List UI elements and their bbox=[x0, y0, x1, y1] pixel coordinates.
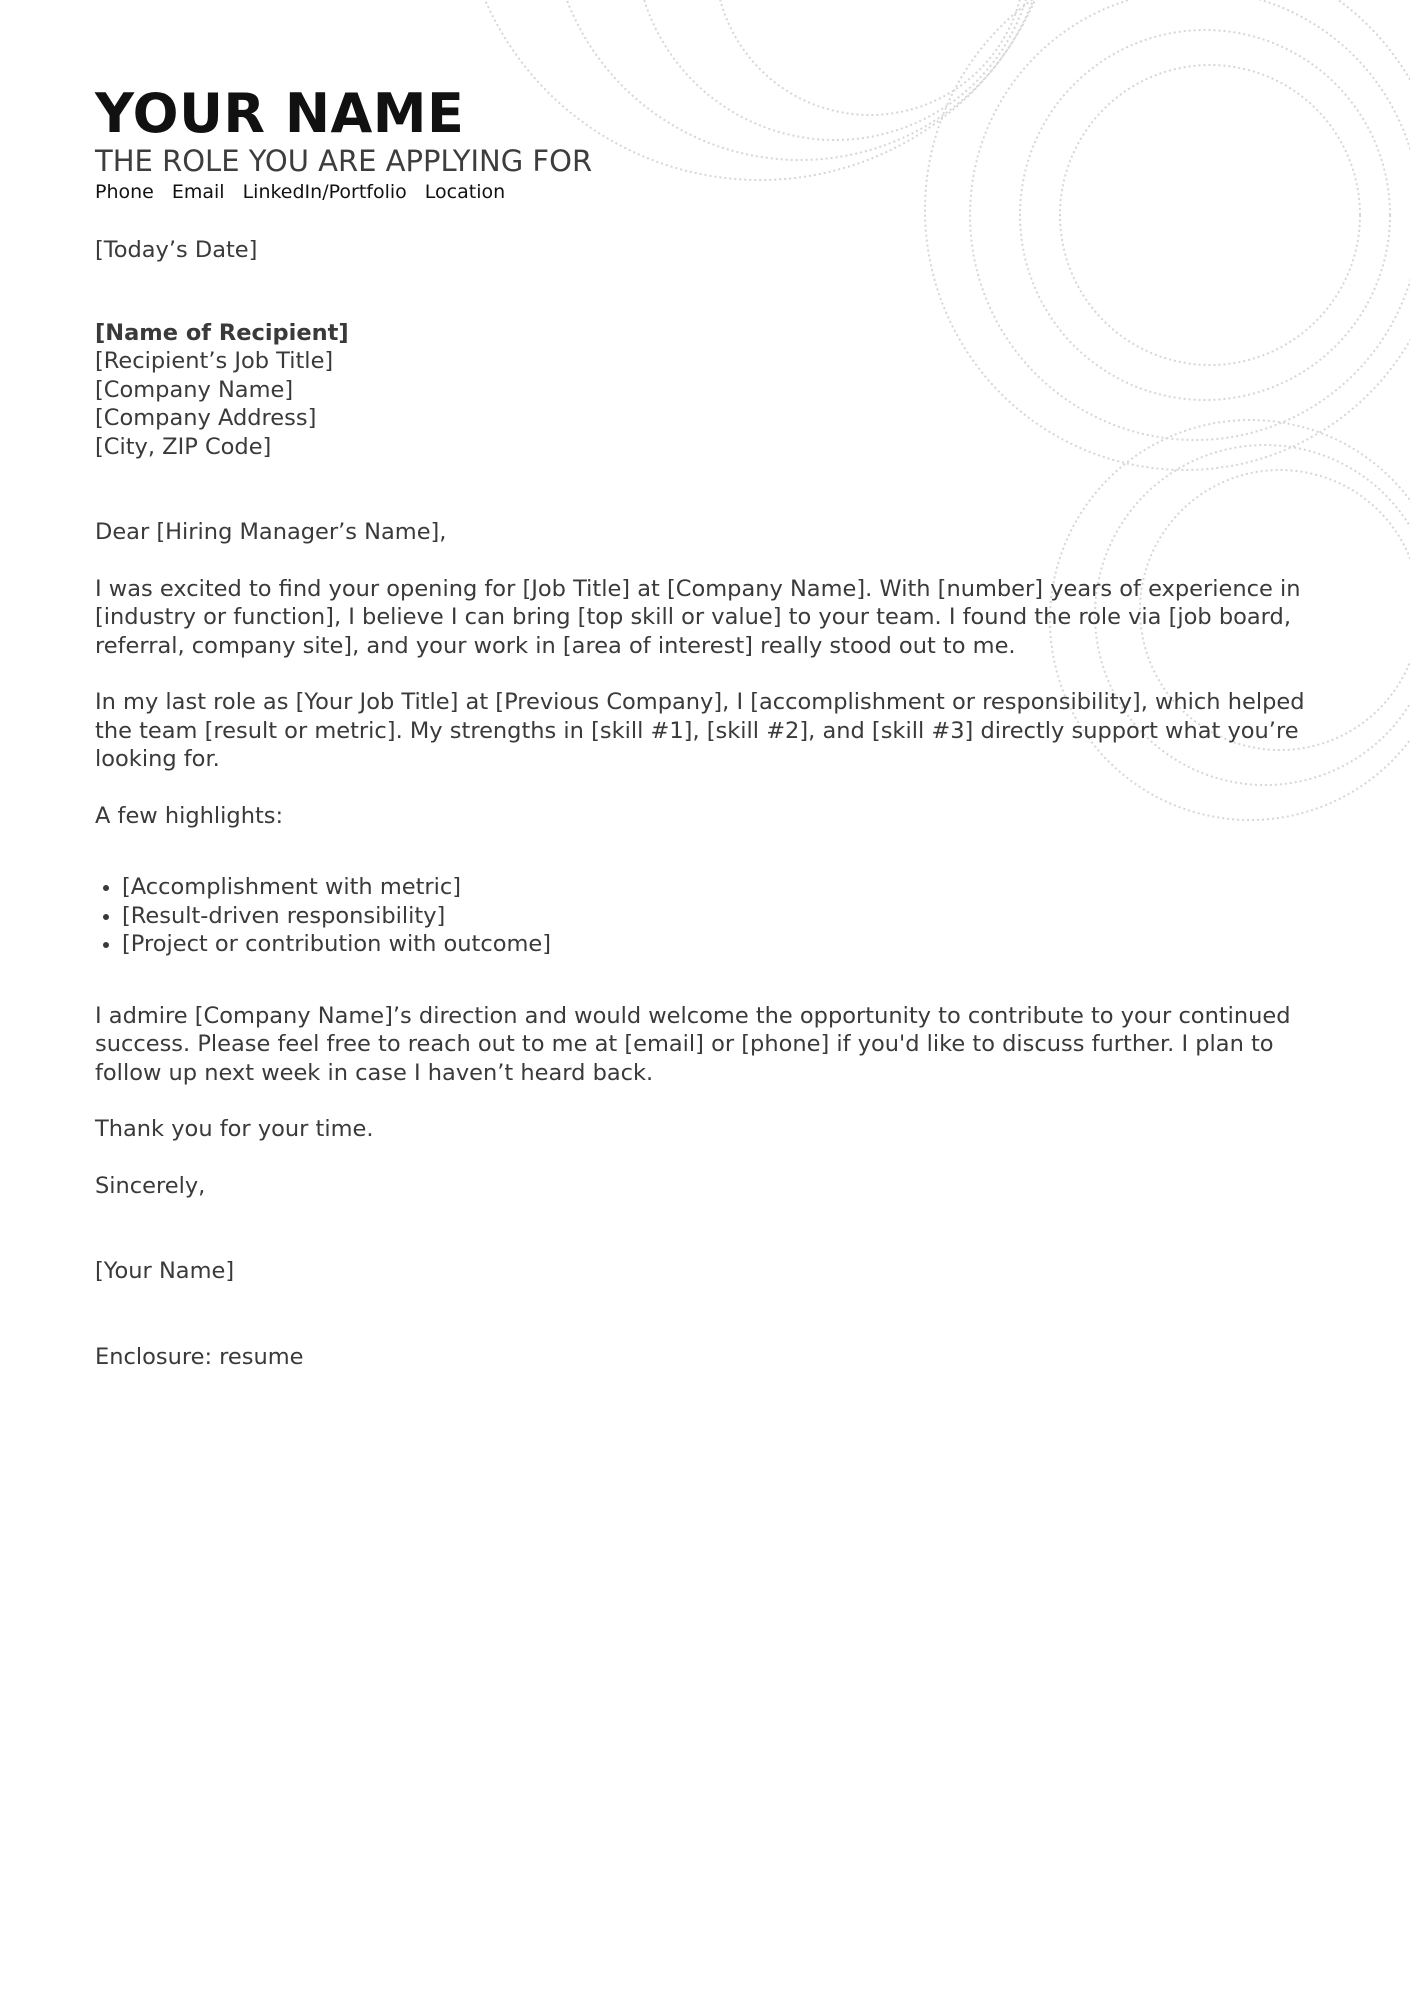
contact-phone: Phone bbox=[95, 181, 154, 203]
body-paragraph-1: I was excited to find your opening for [Job Title] at [Company Name]. With [number] years of experience in [industry or function], I believe I can bring [top skill or value] to your team. I found the role via [job board, referral, company site], and your work in [area of interest] really stood out to me. bbox=[95, 575, 1301, 659]
highlight-text: [Result-driven responsibility] bbox=[122, 902, 446, 929]
bullet-icon bbox=[103, 942, 109, 948]
list-item bbox=[95, 930, 1335, 959]
signature-name: [Your Name] bbox=[95, 1258, 235, 1284]
salutation: Dear [Hiring Manager’s Name], bbox=[95, 519, 447, 545]
sign-off: Sincerely, bbox=[95, 1172, 206, 1199]
recipient-address: [Company Address] bbox=[95, 405, 317, 431]
highlight-text: [Project or contribution with outcome] bbox=[122, 931, 552, 957]
enclosure-note: Enclosure: resume bbox=[95, 1343, 304, 1370]
list-item bbox=[95, 902, 1335, 931]
recipient-city-zip: [City, ZIP Code] bbox=[95, 433, 272, 460]
recipient-name: [Name of Recipient] bbox=[95, 319, 349, 346]
body-paragraph-2: In my last role as [Your Job Title] at [Previous Company], I [accomplishment or responsibility], which helped the team [result or metric]. My strengths in [skill #1], [skill #2], and [skill #3] directly support what you’re looking for. bbox=[95, 689, 1305, 772]
list-item bbox=[95, 873, 1335, 902]
contact-linkedin: LinkedIn/Portfolio bbox=[242, 181, 407, 203]
highlight-text: [Accomplishment with metric] bbox=[122, 874, 462, 900]
highlights-intro: A few highlights: bbox=[95, 802, 284, 829]
thanks-line: Thank you for your time. bbox=[95, 1116, 374, 1142]
recipient-job-title: [Recipient’s Job Title] bbox=[95, 348, 334, 374]
cover-letter bbox=[95, 82, 1335, 1371]
applicant-name: YOUR NAME bbox=[95, 82, 465, 145]
contact-email: Email bbox=[171, 181, 225, 203]
recipient-company: [Company Name] bbox=[95, 376, 294, 403]
highlights-list bbox=[95, 873, 1335, 959]
contact-line bbox=[95, 178, 1335, 206]
recipient-block bbox=[95, 319, 1335, 462]
bullet-icon bbox=[103, 885, 109, 891]
letter-date: [Today’s Date] bbox=[95, 237, 258, 263]
applied-role: THE ROLE YOU ARE APPLYING FOR bbox=[95, 144, 593, 178]
bullet-icon bbox=[103, 914, 109, 920]
closing-paragraph: I admire [Company Name]’s direction and would welcome the opportunity to contribute to your continued success. Please feel free to reach out to me at [email] or [phone] if you'd like to discuss further. I plan to follow up next week in case I haven’t heard back. bbox=[95, 1002, 1291, 1086]
contact-location: Location bbox=[424, 181, 506, 203]
